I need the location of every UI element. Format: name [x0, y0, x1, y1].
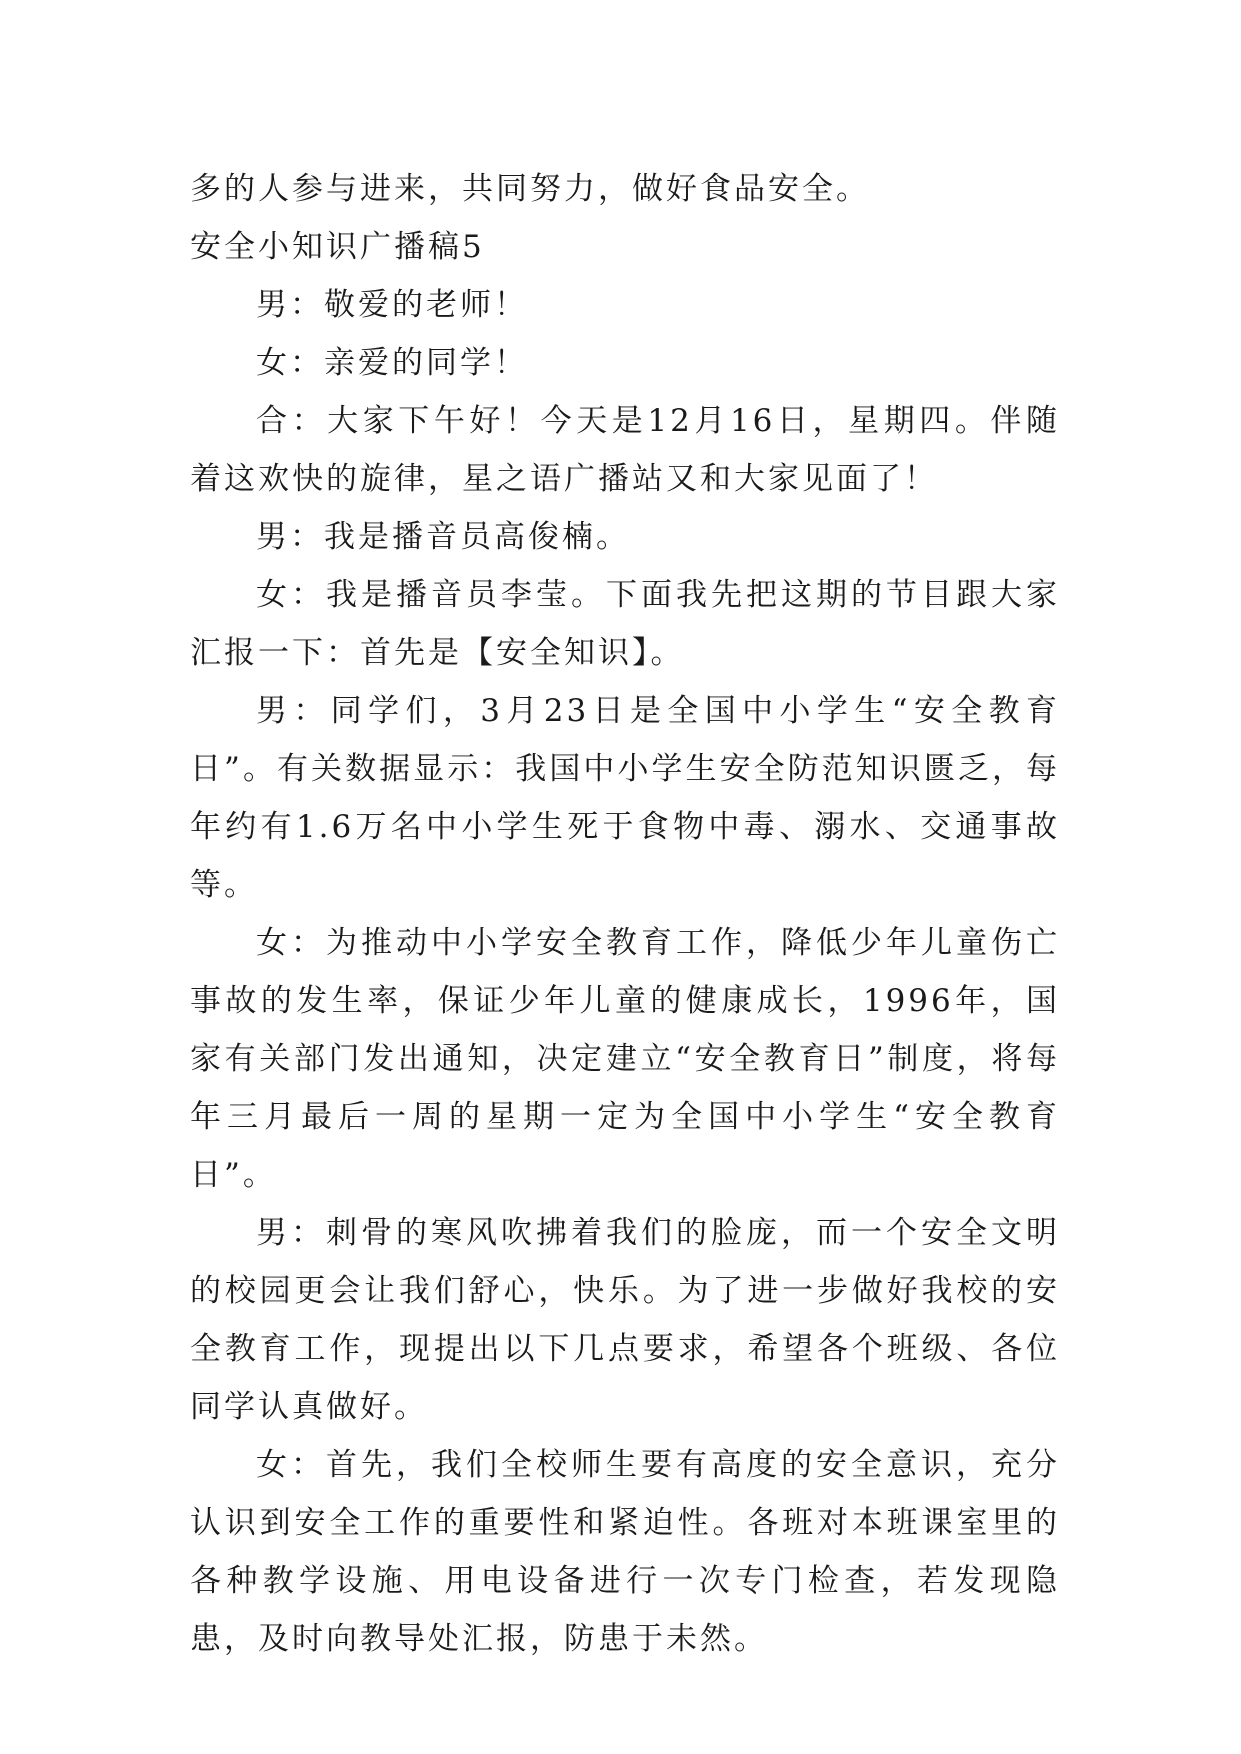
paragraph: 男：敬爱的老师！: [256, 287, 528, 323]
paragraph: 男：刺骨的寒风吹拂着我们的脸庞，而一个安全文明的校园更会让我们舒心，快乐。为了进一步做好我校的安全教育工作，现提出以下几点要求，希望各个班级、各位同学认真做好。: [190, 1215, 1060, 1425]
section-heading: 安全小知识广播稿5: [190, 229, 485, 265]
paragraph: 合：大家下午好！今天是12月16日，星期四。伴随着这欢快的旋律，星之语广播站又和大家见面了！: [190, 403, 1060, 497]
paragraph-continuation: 多的人参与进来，共同努力，做好食品安全。: [190, 171, 870, 207]
paragraph: 女：我是播音员李莹。下面我先把这期的节目跟大家汇报一下：首先是【安全知识】。: [190, 577, 1060, 671]
paragraph: 男：我是播音员高俊楠。: [256, 519, 630, 555]
document-body: [190, 160, 1060, 1668]
paragraph: 女：亲爱的同学！: [256, 345, 528, 381]
paragraph: 女：首先，我们全校师生要有高度的安全意识，充分认识到安全工作的重要性和紧迫性。各班对本班课室里的各种教学设施、用电设备进行一次专门检查，若发现隐患，及时向教导处汇报，防患于未然。: [190, 1447, 1060, 1657]
paragraph: 男：同学们，3月23日是全国中小学生“安全教育日”。有关数据显示：我国中小学生安全防范知识匮乏，每年约有1.6万名中小学生死于食物中毒、溺水、交通事故等。: [190, 693, 1060, 903]
paragraph: 女：为推动中小学安全教育工作，降低少年儿童伤亡事故的发生率，保证少年儿童的健康成长，1996年，国家有关部门发出通知，决定建立“安全教育日”制度，将每年三月最后一周的星期一定为全国中小学生“安全教育日”。: [190, 925, 1060, 1193]
